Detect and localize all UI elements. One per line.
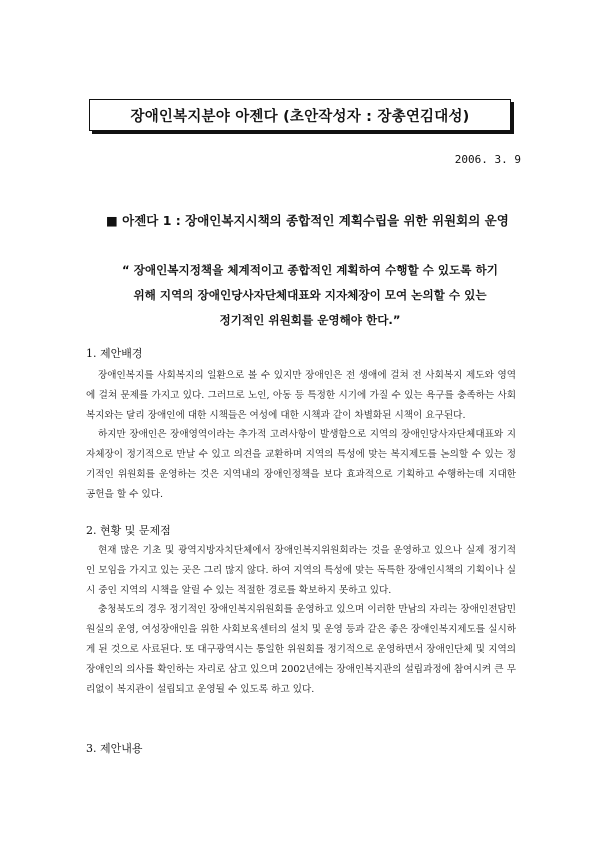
section-body-background bbox=[86, 366, 516, 505]
paragraph: 장애인복지를 사회복지의 일환으로 볼 수 있지만 장애인은 전 생애에 걸쳐 전 사회복지 제도와 영역에 걸쳐 문제를 가지고 있다. 그러므로 노인, 아동 등 특정한 시기에 가질 수 있는 욕구를 충족하는 사회복지와는 달리 장애인에 대한 시책들은 여성에 대한 시책과 같이 차별화된 시책이 요구된다. bbox=[86, 370, 516, 421]
section-body-status bbox=[86, 541, 516, 699]
quote-line: 정기적인 위원회를 운영해야 한다.” bbox=[219, 313, 401, 327]
paragraph: 충청북도의 경우 정기적인 장애인복지위원회를 운영하고 있으며 이러한 만남의 자리는 장애인전담민원실의 운영, 여성장애인을 위한 사회보육센터의 설치 및 운영 등과 같은 좋은 장애인복지제도를 실시하게 된 것으로 사료된다. 또 대구광역시는 통일한 위원회를 정기적으로 운영하면서 장애인단체 및 지역의 장애인의 의사를 확인하는 자리로 삼고 있으며 2002년에는 장애인복지관의 설립과정에 참여시켜 큰 무리없이 복지관이 설립되고 운영될 수 있도록 하고 있다. bbox=[86, 604, 516, 695]
section-title-background: 1. 제안배경 bbox=[86, 347, 143, 360]
agenda-heading: ■ 아젠다 1 : 장애인복지시책의 종합적인 계획수립을 위한 위원회의 운영 bbox=[106, 213, 509, 228]
section-title-proposal: 3. 제안내용 bbox=[86, 742, 143, 755]
section-title-status: 2. 현황 및 문제점 bbox=[86, 524, 171, 537]
paragraph: 현재 많은 기초 및 광역지방자치단체에서 장애인복지위원회라는 것을 운영하고 있으나 실제 정기적인 모임을 가지고 있는 곳은 그리 많지 않다. 하여 지역의 특성에 맞는 독특한 장애인시책의 기획이나 실시 중인 지역의 시책을 알릴 수 있는 적절한 경로를 확보하지 못하고 있다. bbox=[86, 545, 516, 596]
quote-line: 위해 지역의 장애인당사자단체대표와 지자체장이 모여 논의할 수 있는 bbox=[133, 288, 487, 302]
agenda-quote bbox=[100, 258, 520, 333]
document-date: 2006. 3. 9 bbox=[454, 153, 521, 166]
quote-line: “ 장애인복지정책을 체계적이고 종합적인 계획하여 수행할 수 있도록 하기 bbox=[122, 263, 498, 277]
paragraph: 하지만 장애인은 장애영역이라는 추가적 고려사항이 발생함으로 지역의 장애인당사자단체대표와 지자체장이 정기적으로 만날 수 있고 의견을 교환하며 지역의 특성에 맞는 복지제도를 논의할 수 있는 정기적인 위원회를 운영하는 것은 지역내의 장애인정책을 보다 효과적으로 기획하고 수행하는데 지대한 공헌을 할 수 있다. bbox=[86, 429, 516, 500]
document-title: 장애인복지분야 아젠다 (초안작성자 : 장총연김대성) bbox=[89, 99, 511, 131]
